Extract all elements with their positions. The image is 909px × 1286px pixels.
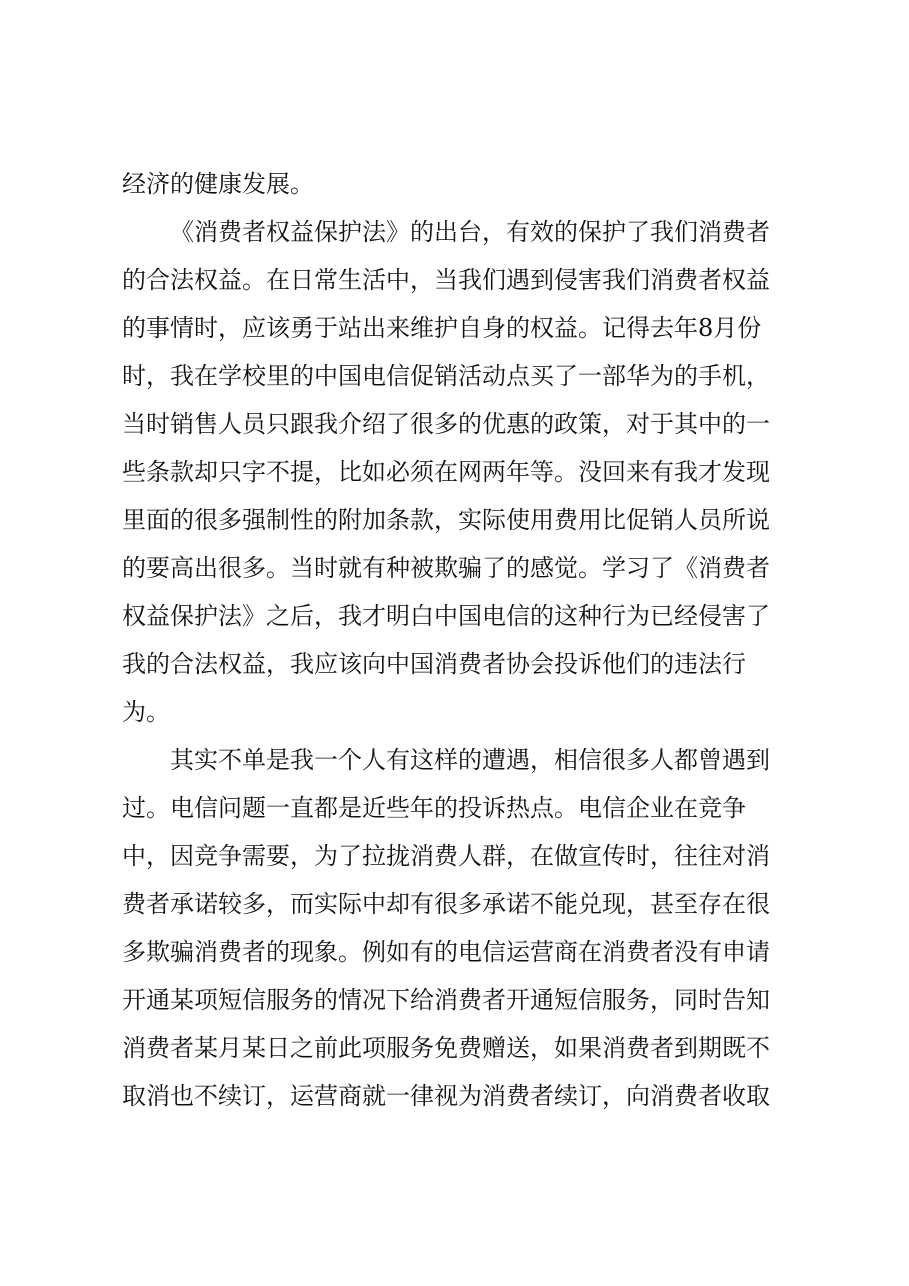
text-line: 开通某项短信服务的情况下给消费者开通短信服务，同时告知 xyxy=(122,986,770,1014)
text-line: 我的合法权益，我应该向中国消费者协会投诉他们的违法行 xyxy=(122,650,746,678)
text-line: 为。 xyxy=(122,698,170,726)
text-line: 消费者某月某日之前此项服务免费赠送，如果消费者到期既不 xyxy=(122,1034,770,1062)
text-line: 中，因竞争需要，为了拉拢消费人群，在做宣传时，往往对消 xyxy=(122,842,770,870)
text-line: 其实不单是我一个人有这样的遭遇，相信很多人都曾遇到 xyxy=(170,746,770,774)
text-line: 当时销售人员只跟我介绍了很多的优惠的政策，对于其中的一 xyxy=(122,410,770,438)
text-line: 经济的健康发展。 xyxy=(122,170,314,198)
text-line: 里面的很多强制性的附加条款，实际使用费用比促销人员所说 xyxy=(122,506,770,534)
text-line: 些条款却只字不提，比如必须在网两年等。没回来有我才发现 xyxy=(122,458,770,486)
text-line: 《消费者权益保护法》的出台，有效的保护了我们消费者 xyxy=(170,218,770,246)
text-line: 取消也不续订，运营商就一律视为消费者续订，向消费者收取 xyxy=(122,1082,770,1110)
text-line: 费者承诺较多，而实际中却有很多承诺不能兑现，甚至存在很 xyxy=(122,890,770,918)
text-line: 的事情时，应该勇于站出来维护自身的权益。记得去年8月份 xyxy=(122,314,762,342)
text-line: 权益保护法》之后，我才明白中国电信的这种行为已经侵害了 xyxy=(122,602,770,630)
text-line: 的要高出很多。当时就有种被欺骗了的感觉。学习了《消费者 xyxy=(122,554,770,582)
text-line: 多欺骗消费者的现象。例如有的电信运营商在消费者没有申请 xyxy=(122,938,770,966)
text-line: 的合法权益。在日常生活中，当我们遇到侵害我们消费者权益 xyxy=(122,266,770,294)
text-line: 过。电信问题一直都是近些年的投诉热点。电信企业在竞争 xyxy=(122,794,746,822)
text-line: 时，我在学校里的中国电信促销活动点买了一部华为的手机， xyxy=(122,362,770,390)
